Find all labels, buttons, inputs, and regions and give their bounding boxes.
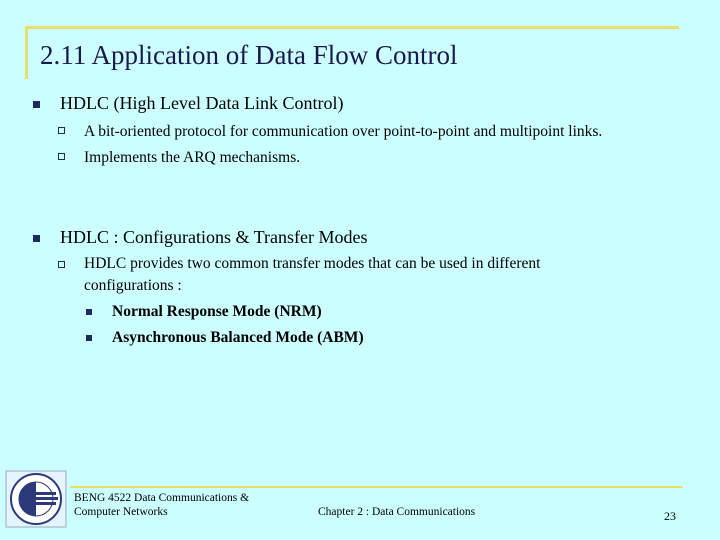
footer-course-name — [74, 491, 274, 519]
footer-course-line1: BENG 4522 Data Communications & — [74, 492, 250, 504]
section-heading-hdlc: HDLC (High Level Data Link Control) — [60, 93, 344, 113]
section-bullet-2 — [33, 235, 40, 242]
section-heading-config: HDLC : Configurations & Transfer Modes — [60, 227, 368, 247]
item-transfer-modes-line1: HDLC provides two common transfer modes that can be used in different — [84, 255, 541, 272]
footer-course-line2: Computer Networks — [74, 506, 168, 518]
university-logo-icon — [5, 470, 67, 528]
slide-title: 2.11 Application of Data Flow Control — [40, 40, 458, 70]
mode-abm: Asynchronous Balanced Mode (ABM) — [112, 329, 364, 346]
section-bullet-1 — [33, 101, 40, 108]
item-bit-oriented: A bit-oriented protocol for communication over point-to-point and multipoint links. — [84, 123, 603, 140]
sub-bullet-3 — [58, 261, 65, 268]
footer-rule — [70, 486, 683, 488]
university-logo — [5, 470, 67, 528]
footer-chapter: Chapter 2 : Data Communications — [318, 506, 476, 518]
sub-bullet-1 — [58, 127, 65, 134]
mode-nrm: Normal Response Mode (NRM) — [112, 303, 322, 320]
mode-bullet-abm — [86, 335, 92, 341]
page-number: 23 — [664, 509, 676, 523]
item-arq: Implements the ARQ mechanisms. — [84, 149, 301, 166]
sub-bullet-2 — [58, 153, 65, 160]
mode-bullet-nrm — [86, 309, 92, 315]
item-transfer-modes-line2: configurations : — [84, 277, 182, 294]
